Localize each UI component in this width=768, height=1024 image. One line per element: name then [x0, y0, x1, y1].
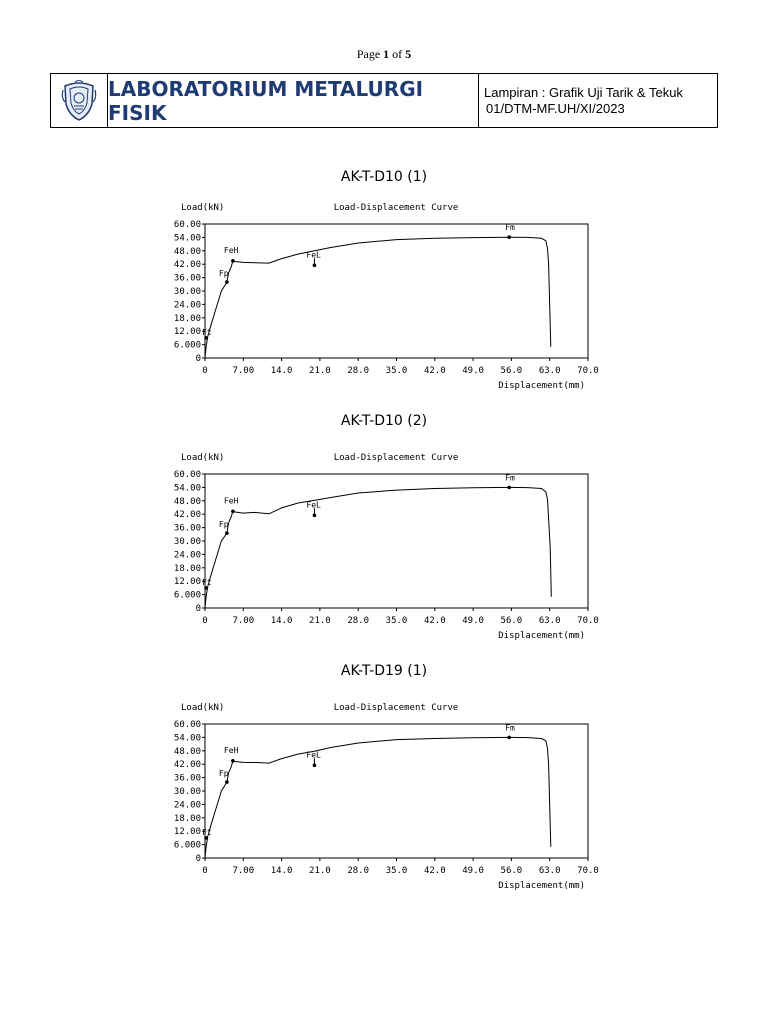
chart-title: Load-Displacement Curve — [333, 203, 459, 213]
y-tick-label: 48.00 — [173, 496, 201, 507]
y-tick-label: 48.00 — [173, 246, 201, 257]
y-tick-label: 60.00 — [173, 720, 201, 730]
x-tick-label: 14.0 — [270, 616, 293, 626]
x-tick-label: 28.0 — [347, 616, 370, 626]
point-label-fm: Fm — [505, 223, 515, 233]
x-tick-label: 42.0 — [423, 866, 446, 876]
y-tick-label: 0 — [195, 854, 201, 864]
page-label: Page — [356, 47, 381, 61]
y-tick-label: 6.000 — [173, 840, 201, 851]
plot-frame — [205, 724, 588, 858]
point-marker-fp — [225, 280, 229, 284]
load-displacement-chart-3 — [170, 696, 600, 892]
x-tick-label: 28.0 — [347, 866, 370, 876]
point-label-feh: FeH — [223, 245, 239, 255]
x-tick-label: 42.0 — [423, 616, 446, 626]
point-label-fp: Fp — [218, 769, 229, 779]
y-tick-label: 18.00 — [173, 813, 201, 824]
series-line — [205, 737, 551, 858]
load-displacement-chart-1 — [170, 196, 600, 392]
x-tick-label: 70.0 — [577, 866, 599, 876]
chart-title: Load-Displacement Curve — [333, 453, 459, 463]
y-tick-label: 54.00 — [173, 483, 201, 494]
point-marker-feh — [231, 259, 235, 263]
x-tick-label: 35.0 — [385, 366, 408, 376]
y-tick-label: 12.00 — [173, 327, 201, 338]
x-tick-label: 56.0 — [500, 366, 523, 376]
x-tick-label: 14.0 — [270, 366, 293, 376]
point-label-fel: FeL — [306, 500, 321, 510]
y-tick-label: 54.00 — [173, 233, 201, 244]
y-tick-label: 24.00 — [173, 800, 201, 811]
x-tick-label: 63.0 — [538, 366, 561, 376]
x-tick-label: 70.0 — [577, 366, 599, 376]
y-tick-label: 24.00 — [173, 300, 201, 311]
y-tick-label: 30.00 — [173, 787, 201, 797]
point-label-fp: Fp — [218, 520, 229, 530]
y-tick-label: 54.00 — [173, 733, 201, 744]
point-label-fel: FeL — [306, 750, 321, 760]
x-tick-label: 0 — [202, 366, 208, 376]
x-tick-label: 70.0 — [577, 616, 599, 626]
point-label-fel: FeL — [306, 250, 321, 260]
x-tick-label: 56.0 — [500, 616, 523, 626]
y-tick-label: 30.00 — [173, 287, 201, 297]
y-tick-label: 18.00 — [173, 313, 201, 324]
x-axis-label: Displacement(mm) — [498, 631, 585, 641]
x-tick-label: 7.00 — [232, 616, 255, 626]
document-info — [479, 74, 717, 127]
chart-heading-3: AK-T-D19 (1) — [340, 663, 428, 679]
x-tick-label: 21.0 — [309, 866, 331, 876]
x-tick-label: 49.0 — [462, 366, 484, 376]
y-tick-label: 6.000 — [173, 590, 201, 601]
lab-title: LABORATORIUM METALURGI FISIK — [108, 74, 479, 127]
point-label-fp: Fp — [218, 269, 229, 279]
page-current: 1 — [383, 47, 390, 61]
y-tick-label: 18.00 — [173, 563, 201, 574]
y-tick-label: 12.00 — [173, 827, 201, 838]
point-label-ft: Ft — [202, 827, 212, 837]
y-tick-label: 36.00 — [173, 773, 201, 784]
x-tick-label: 63.0 — [538, 866, 561, 876]
page-number — [0, 47, 768, 62]
y-tick-label: 42.00 — [173, 760, 201, 771]
point-label-ft: Ft — [202, 577, 212, 587]
y-tick-label: 0 — [195, 354, 201, 364]
x-tick-label: 42.0 — [423, 366, 446, 376]
y-axis-label: Load(kN) — [181, 203, 225, 213]
y-tick-label: 48.00 — [173, 746, 201, 757]
plot-frame — [205, 474, 588, 608]
y-tick-label: 60.00 — [173, 470, 201, 480]
point-marker-feh — [231, 509, 235, 513]
y-tick-label: 6.000 — [173, 340, 201, 351]
lab-header — [50, 73, 718, 128]
page-of: of — [392, 47, 403, 61]
chart-heading-2: AK-T-D10 (2) — [340, 413, 428, 429]
x-tick-label: 56.0 — [500, 866, 523, 876]
series-line — [205, 487, 551, 608]
point-label-fm: Fm — [505, 723, 515, 733]
x-tick-label: 0 — [202, 616, 208, 626]
x-tick-label: 7.00 — [232, 366, 255, 376]
point-marker-feh — [231, 759, 235, 763]
point-label-feh: FeH — [223, 745, 239, 755]
x-axis-label: Displacement(mm) — [498, 381, 585, 391]
x-tick-label: 21.0 — [309, 366, 331, 376]
point-marker-fp — [225, 531, 229, 535]
x-tick-label: 49.0 — [462, 866, 484, 876]
series-line — [205, 237, 551, 358]
point-marker-fm — [507, 486, 511, 490]
load-displacement-chart-2 — [170, 446, 600, 642]
y-tick-label: 12.00 — [173, 577, 201, 588]
y-tick-label: 36.00 — [173, 523, 201, 534]
y-tick-label: 42.00 — [173, 510, 201, 521]
x-tick-label: 0 — [202, 866, 208, 876]
x-tick-label: 21.0 — [309, 616, 331, 626]
document-attachment: Lampiran : Grafik Uji Tarik & Tekuk — [484, 85, 683, 100]
page-total: 5 — [405, 47, 412, 61]
y-tick-label: 0 — [195, 604, 201, 614]
x-tick-label: 14.0 — [270, 866, 293, 876]
x-tick-label: 28.0 — [347, 366, 370, 376]
y-axis-label: Load(kN) — [181, 703, 225, 713]
y-tick-label: 36.00 — [173, 273, 201, 284]
document-code: 01/DTM-MF.UH/XI/2023 — [486, 101, 625, 116]
plot-frame — [205, 224, 588, 358]
x-tick-label: 35.0 — [385, 866, 408, 876]
x-tick-label: 35.0 — [385, 616, 408, 626]
chart-heading-1: AK-T-D10 (1) — [340, 169, 428, 185]
y-tick-label: 60.00 — [173, 220, 201, 230]
y-tick-label: 30.00 — [173, 537, 201, 547]
point-marker-fp — [225, 780, 229, 784]
x-tick-label: 63.0 — [538, 616, 561, 626]
y-tick-label: 24.00 — [173, 550, 201, 561]
point-marker-fm — [507, 235, 511, 239]
y-tick-label: 42.00 — [173, 260, 201, 271]
x-axis-label: Displacement(mm) — [498, 881, 585, 891]
point-marker-fm — [507, 736, 511, 740]
logo-cell — [51, 74, 108, 127]
point-label-ft: Ft — [202, 327, 212, 337]
y-axis-label: Load(kN) — [181, 453, 225, 463]
x-tick-label: 49.0 — [462, 616, 484, 626]
chart-title: Load-Displacement Curve — [333, 703, 459, 713]
point-label-fm: Fm — [505, 473, 515, 483]
x-tick-label: 7.00 — [232, 866, 255, 876]
point-label-feh: FeH — [223, 496, 239, 506]
university-crest-icon — [61, 80, 97, 122]
